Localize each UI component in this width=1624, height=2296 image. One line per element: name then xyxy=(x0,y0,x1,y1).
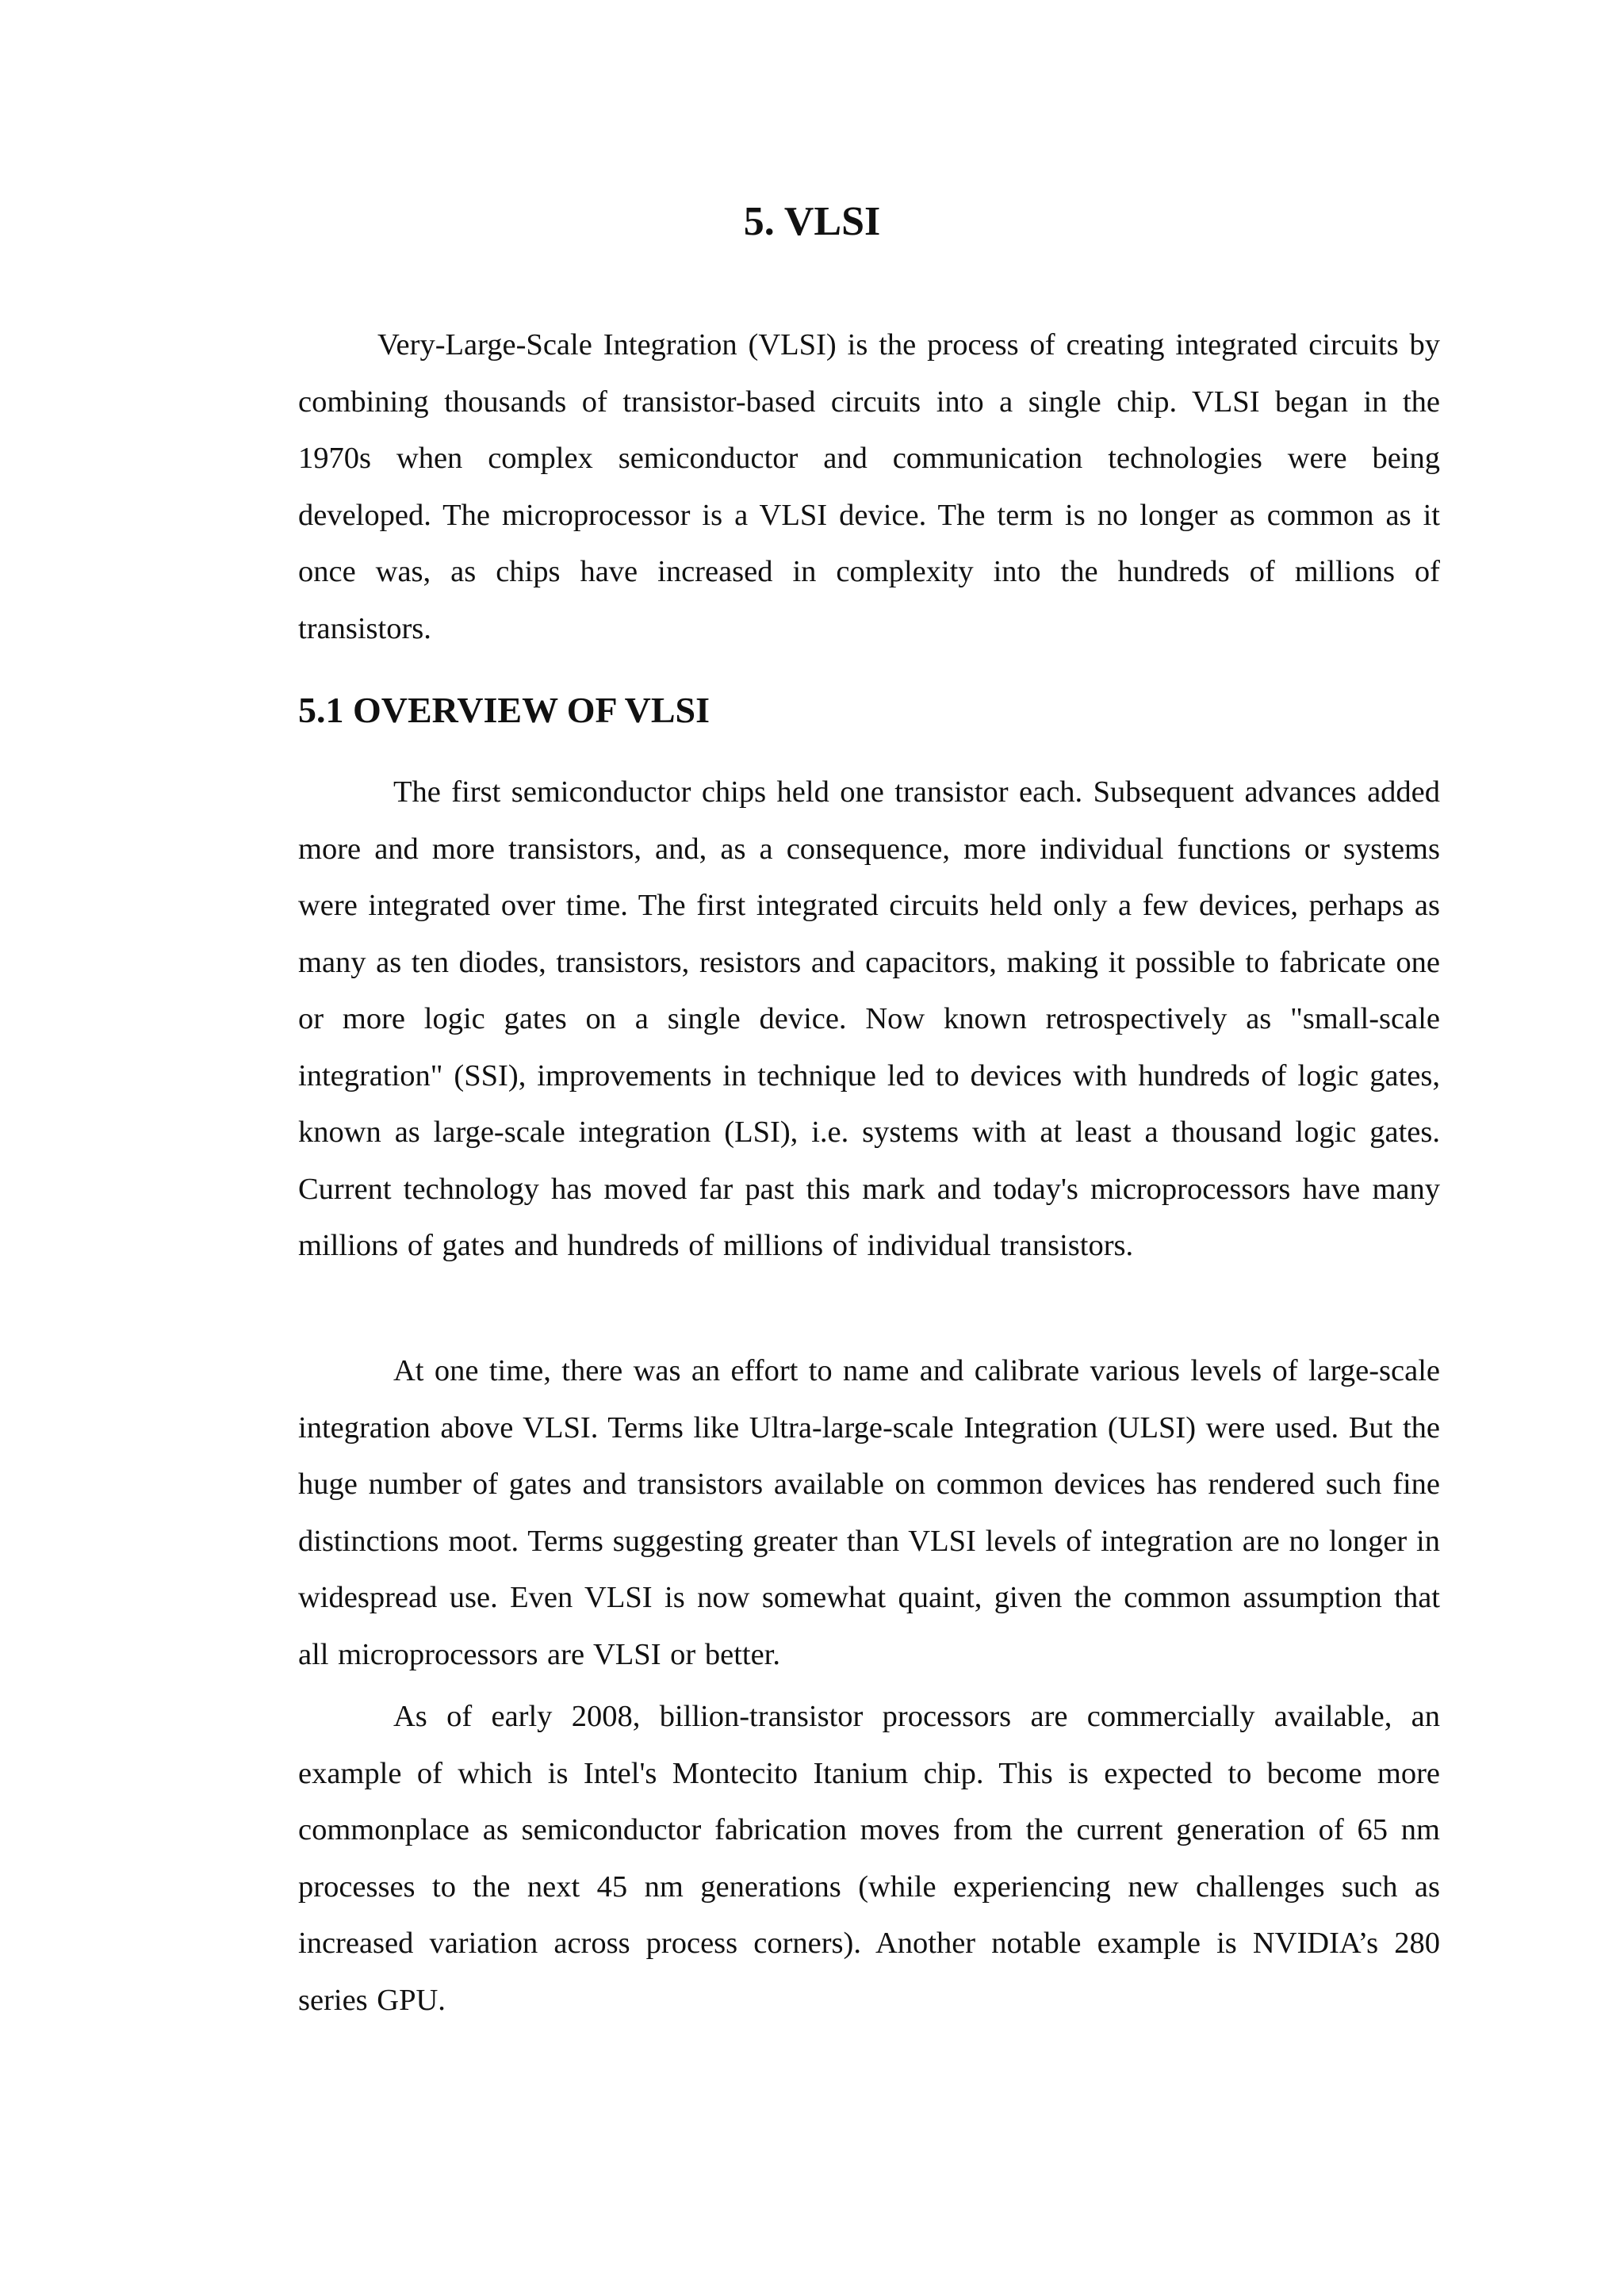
overview-paragraph-2: At one time, there was an effort to name and calibrate various levels of large-scale integration above VLSI. Terms like Ultra-large-scale Integration (ULSI) were used. But the huge number of gates and transistors available on common devices has rendered such fine distinctions moot. Terms suggesting greater than VLSI levels of integration are no longer in widespread use. Even VLSI is now somewhat quaint, given the common assumption that all microprocessors are VLSI or better. xyxy=(298,1354,1440,1671)
overview-paragraph-1: The first semiconductor chips held one transistor each. Subsequent advances added more and more transistors, and, as a consequence, more individual functions or systems were integrated over time. The first integrated circuits held only a few devices, perhaps as many as ten diodes, transistors, resistors and capacitors, making it possible to fabricate one or more logic gates on a single device. Now known retrospectively as "small-scale integration" (SSI), improvements in technique led to devices with hundreds of logic gates, known as large-scale integration (LSI), i.e. systems with at least a thousand logic gates. Current technology has moved far past this mark and today's microprocessors have many millions of gates and hundreds of millions of individual transistors. xyxy=(298,775,1440,1262)
intro-paragraph: Very-Large-Scale Integration (VLSI) is the process of creating integrated circuits by combining thousands of transistor-based circuits into a single chip. VLSI began in the 1970s when complex semiconductor and communication technologies were being developed. The microprocessor is a VLSI device. The term is no longer as common as it once was, as chips have increased in complexity into the hundreds of millions of transistors. xyxy=(298,328,1440,645)
section-heading: 5.1 OVERVIEW OF VLSI xyxy=(298,690,710,730)
overview-paragraph-3: As of early 2008, billion-transistor processors are commercially available, an example of which is Intel's Montecito Itanium chip. This is expected to become more commonplace as semiconductor fabrication moves from the current generation of 65 nm processes to the next 45 nm generations (while experiencing new challenges such as increased variation across process corners). Another notable example is NVIDIA’s 280 series GPU. xyxy=(298,1700,1440,2017)
chapter-title: 5. VLSI xyxy=(743,199,881,244)
